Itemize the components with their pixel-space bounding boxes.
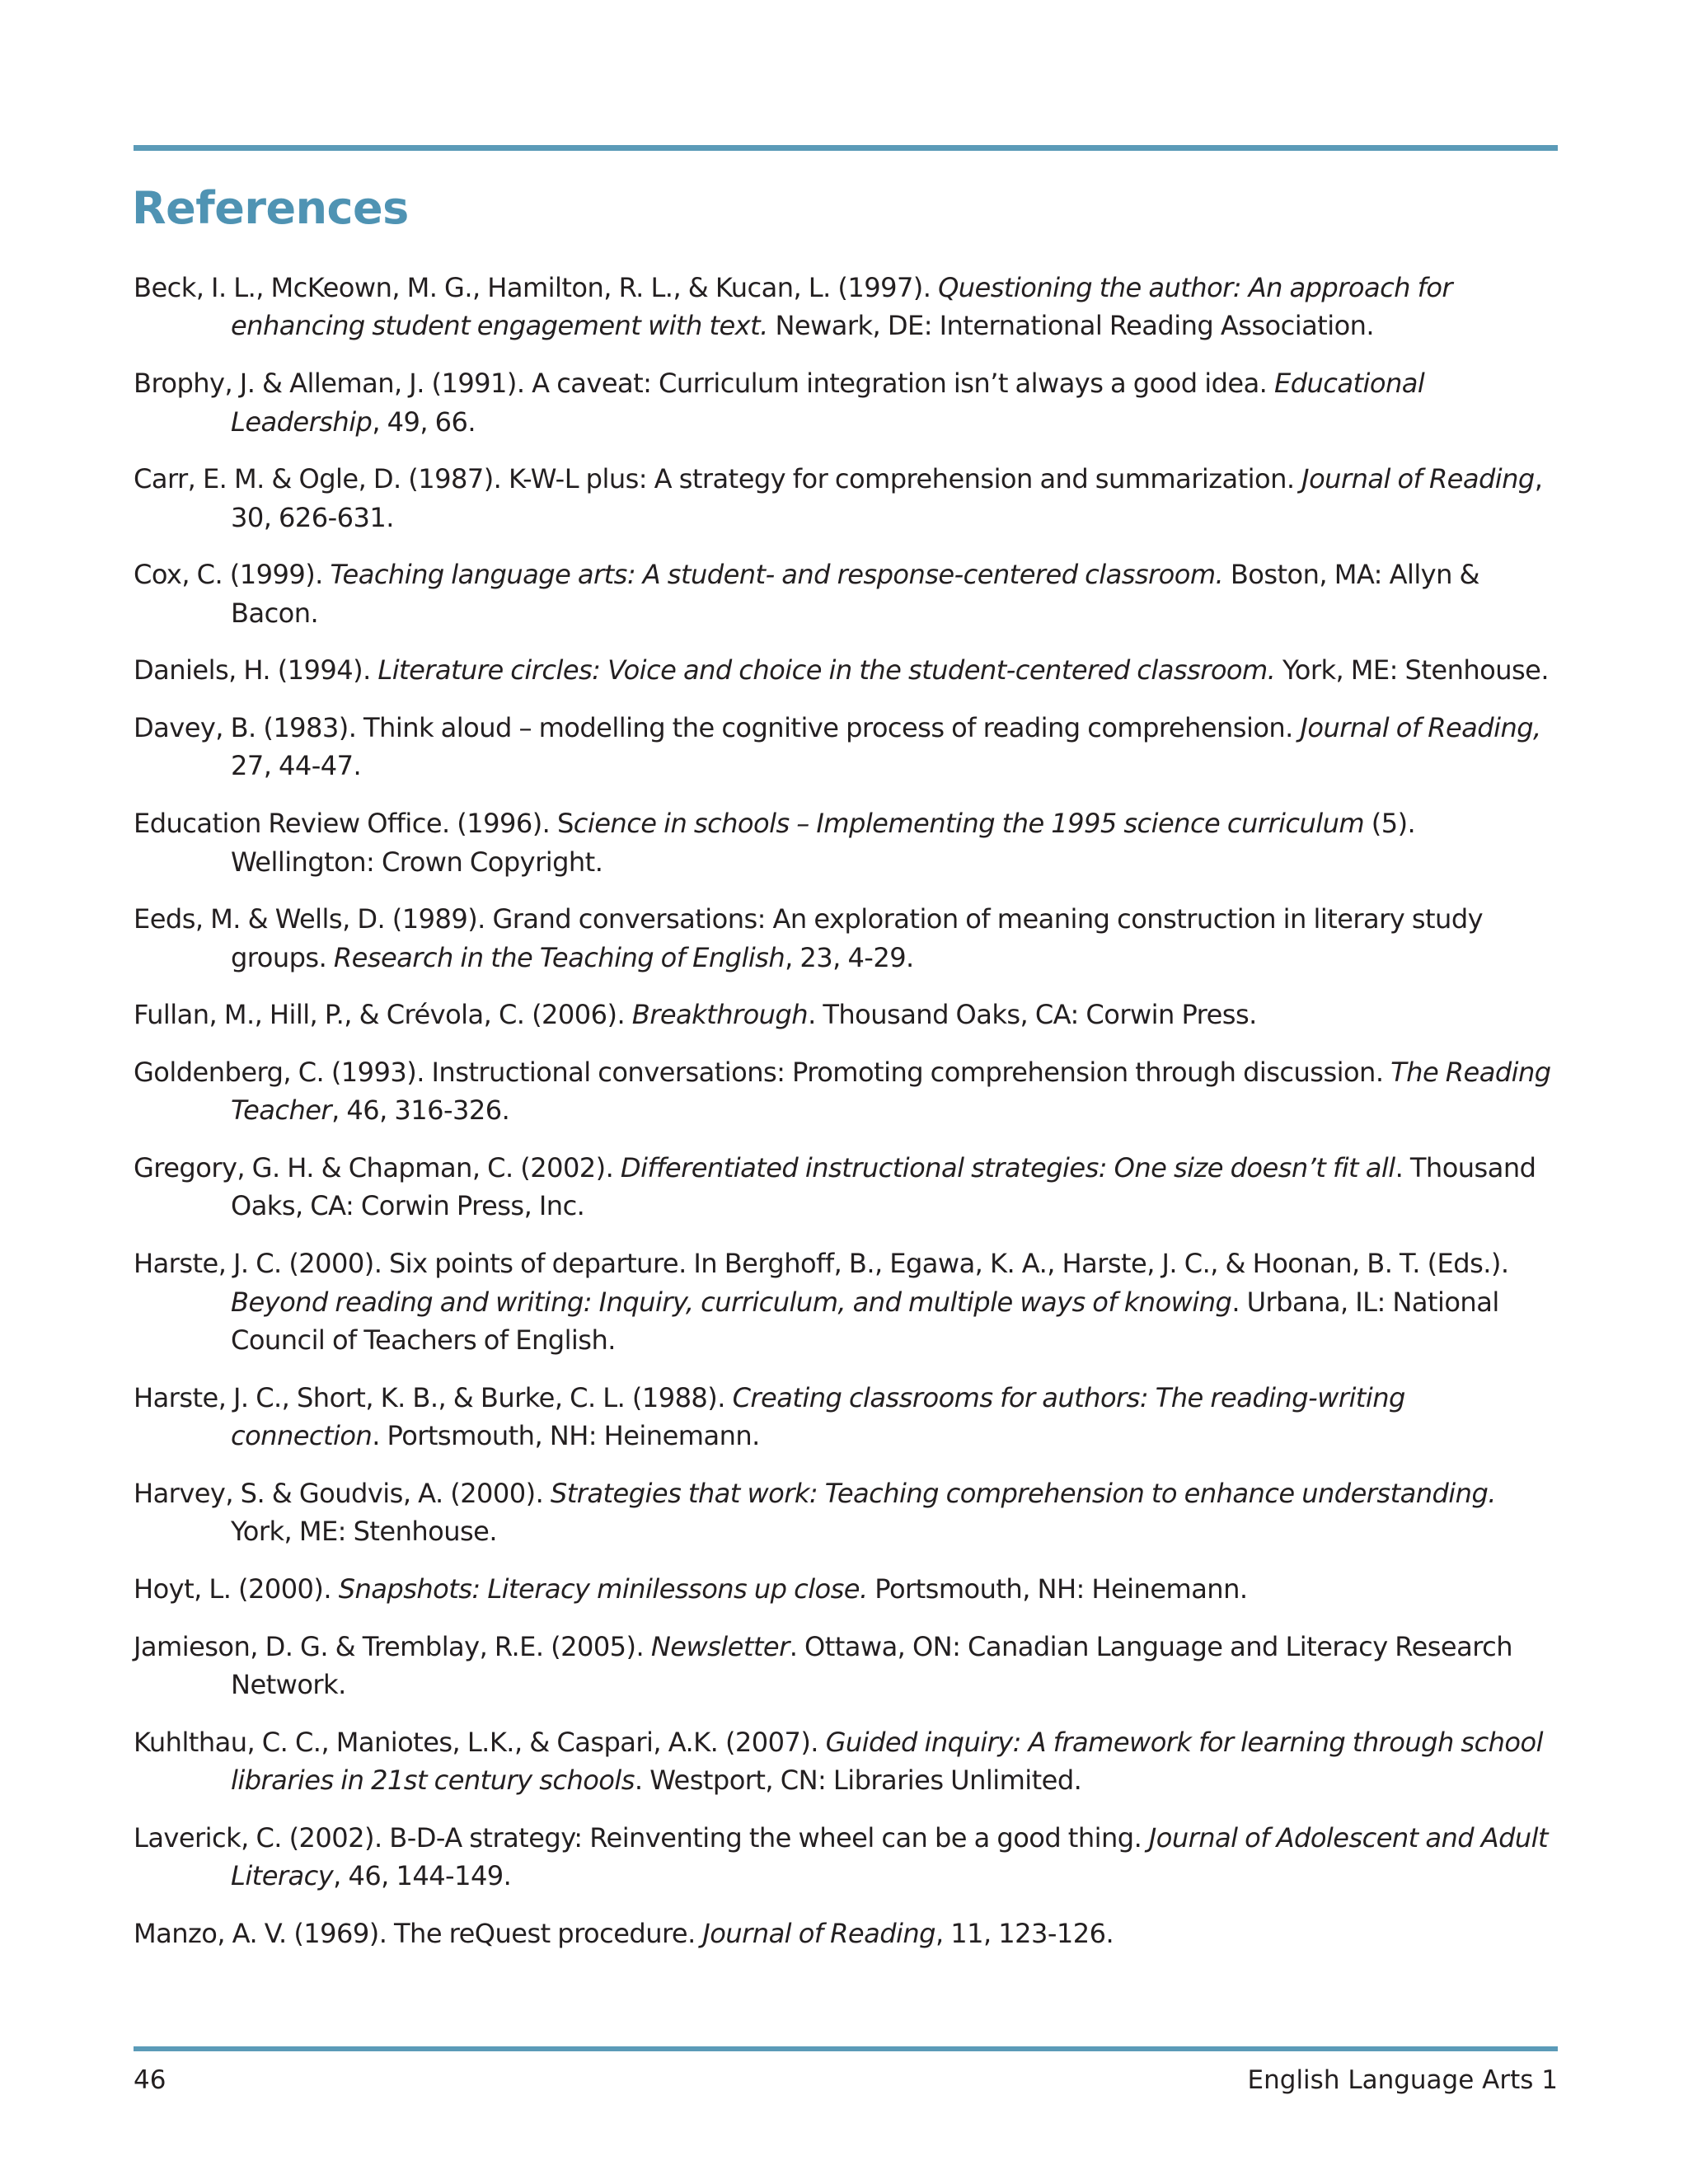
reference-text: (5). Wellington: Crown Copyright.	[231, 808, 1416, 878]
reference-title-italic: Journal of Adolescent and Adult Literacy	[231, 1821, 1549, 1892]
reference-entry	[134, 1149, 1559, 1226]
reference-title-italic: cience in schools – Implementing the 1995 science curriculum	[573, 808, 1365, 840]
reference-text: Brophy, J. & Alleman, J. (1991). A caveat: Curriculum integration isn’t always a good idea.	[134, 368, 1274, 400]
reference-entry	[134, 1915, 1559, 1952]
reference-entry	[134, 1723, 1559, 1800]
reference-title-italic: Literature circles: Voice and choice in the student-centered classroom.	[377, 654, 1276, 687]
reference-text: Education Review Office. (1996). S	[134, 808, 574, 840]
reference-title-italic: Differentiated instructional strategies: One size doesn’t fit all	[620, 1152, 1395, 1184]
reference-entry	[134, 1819, 1559, 1896]
reference-title-italic: Strategies that work: Teaching comprehension to enhance understanding.	[550, 1477, 1496, 1509]
reference-text: , 46, 316-326.	[331, 1094, 510, 1127]
reference-entry	[134, 555, 1559, 632]
reference-entry	[134, 1474, 1559, 1551]
reference-entry	[134, 269, 1559, 345]
reference-text: Portsmouth, NH: Heinemann.	[867, 1572, 1248, 1605]
reference-text: Harvey, S. & Goudvis, A. (2000).	[134, 1477, 551, 1509]
reference-text: Manzo, A. V. (1969). The reQuest procedure.	[134, 1917, 703, 1949]
reference-text: Gregory, G. H. & Chapman, C. (2002).	[134, 1152, 621, 1184]
reference-text: Hoyt, L. (2000).	[134, 1572, 339, 1605]
reference-text: . Ottawa, ON: Canadian Language and Literacy Research Network.	[231, 1630, 1513, 1700]
reference-title-italic: Beyond reading and writing: Inquiry, curriculum, and multiple ways of knowing	[231, 1286, 1232, 1318]
reference-text: . Urbana, IL: National Council of Teachers of English.	[231, 1286, 1499, 1357]
reference-text: York, ME: Stenhouse.	[1275, 654, 1549, 687]
reference-entry	[134, 460, 1559, 537]
reference-entry	[134, 651, 1559, 689]
reference-title-italic: Research in the Teaching of English	[333, 941, 785, 973]
reference-text: , 23, 4-29.	[785, 941, 914, 973]
reference-text: Cox, C. (1999).	[134, 559, 331, 591]
page-number: 46	[134, 2065, 166, 2095]
reference-entry	[134, 1244, 1559, 1359]
reference-entry	[134, 996, 1559, 1033]
reference-text: York, ME: Stenhouse.	[231, 1516, 498, 1548]
reference-text: Davey, B. (1983). Think aloud – modelling the cognitive process of reading comprehension.	[134, 712, 1301, 744]
reference-title-italic: Guided inquiry: A framework for learning through school libraries in 21st century schools	[231, 1726, 1543, 1797]
reference-text: Harste, J. C., Short, K. B., & Burke, C. L. (1988).	[134, 1381, 733, 1413]
bottom-divider	[134, 2046, 1558, 2051]
reference-text: Eeds, M. & Wells, D. (1989). Grand conversations: An exploration of meaning construction in literary study groups.	[134, 903, 1484, 973]
reference-text: . Portsmouth, NH: Heinemann.	[372, 1420, 760, 1452]
reference-text: Jamieson, D. G. & Tremblay, R.E. (2005).	[134, 1630, 651, 1662]
reference-text: , 46, 144-149.	[333, 1860, 512, 1892]
reference-entry	[134, 1628, 1559, 1704]
reference-entry	[134, 804, 1559, 881]
reference-title-italic: Newsletter	[650, 1630, 790, 1662]
reference-text: Boston, MA: Allyn & Bacon.	[231, 559, 1480, 629]
reference-text: , 11, 123-126.	[935, 1917, 1114, 1949]
reference-title-italic: Breakthrough	[631, 999, 809, 1031]
reference-text: . Westport, CN: Libraries Unlimited.	[634, 1765, 1082, 1797]
reference-text: Harste, J. C. (2000). Six points of departure. In Berghoff, B., Egawa, K. A., Harste, J. C., & Hoonan, B. T. (Eds.).	[134, 1248, 1509, 1280]
reference-title-italic: Journal of Reading	[702, 1917, 935, 1949]
reference-text: , 30, 626-631.	[231, 463, 1543, 533]
reference-text: Newark, DE: International Reading Association.	[767, 310, 1375, 342]
reference-entry	[134, 364, 1559, 441]
reference-entry	[134, 1570, 1559, 1608]
reference-entry	[134, 1053, 1559, 1130]
reference-text: Laverick, C. (2002). B-D-A strategy: Reinventing the wheel can be a good thing.	[134, 1821, 1149, 1854]
reference-entry	[134, 709, 1559, 785]
reference-text: . Thousand Oaks, CA: Corwin Press, Inc.	[231, 1152, 1536, 1222]
reference-title-italic: Teaching language arts: A student- and response-centered classroom.	[330, 559, 1224, 591]
reference-text: . Thousand Oaks, CA: Corwin Press.	[808, 999, 1257, 1031]
reference-title-italic: Journal of Reading	[1301, 463, 1535, 495]
reference-title-italic: Educational Leadership	[231, 368, 1425, 438]
reference-title-italic: The Reading Teacher	[231, 1056, 1551, 1127]
reference-text: Kuhlthau, C. C., Maniotes, L.K., & Caspari, A.K. (2007).	[134, 1726, 826, 1758]
reference-text: Carr, E. M. & Ogle, D. (1987). K-W-L plus: A strategy for comprehension and summarization.	[134, 463, 1302, 495]
reference-title-italic: Questioning the author: An approach for enhancing student engagement with text.	[231, 272, 1453, 342]
reference-text: , 49, 66.	[372, 405, 476, 438]
reference-list	[134, 269, 1559, 1971]
reference-title-italic: Creating classrooms for authors: The reading-writing connection	[231, 1381, 1405, 1452]
reference-text: Goldenberg, C. (1993). Instructional conversations: Promoting comprehension through discussion.	[134, 1056, 1391, 1088]
top-divider	[134, 145, 1558, 151]
reference-entry	[134, 1379, 1559, 1455]
page-title: References	[132, 182, 409, 234]
footer-document-title: English Language Arts 1	[1247, 2065, 1558, 2095]
reference-title-italic: Journal of Reading,	[1300, 712, 1541, 744]
reference-title-italic: Snapshots: Literacy minilessons up close.	[338, 1572, 868, 1605]
reference-text: 27, 44-47.	[231, 750, 362, 782]
reference-text: Beck, I. L., McKeown, M. G., Hamilton, R. L., & Kucan, L. (1997).	[134, 272, 939, 303]
reference-text: Daniels, H. (1994).	[134, 654, 378, 687]
reference-entry	[134, 900, 1559, 977]
reference-text: Fullan, M., Hill, P., & Crévola, C. (2006).	[134, 999, 632, 1031]
